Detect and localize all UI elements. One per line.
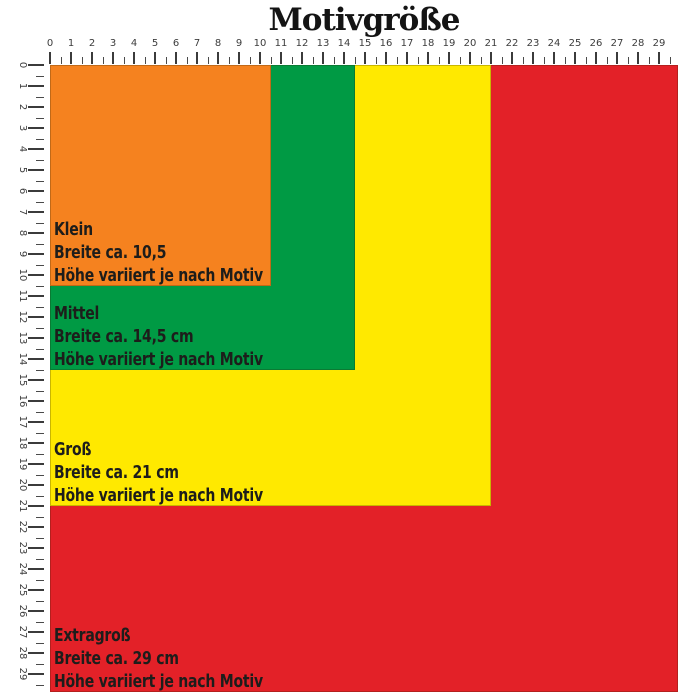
chart-title: Motivgröße (268, 2, 460, 38)
size-height-note: Höhe variiert je nach Motiv (54, 349, 263, 370)
left-ruler-number: 6 (17, 187, 28, 195)
top-ruler-tick (364, 52, 366, 64)
left-ruler-tick (28, 610, 44, 612)
top-ruler-tick (490, 52, 492, 64)
top-ruler-number: 11 (274, 38, 288, 49)
size-label-mittel (54, 302, 263, 371)
size-name: Klein (54, 219, 93, 240)
left-ruler-number: 23 (17, 541, 28, 555)
top-ruler-tick (175, 52, 177, 64)
left-ruler-minor-tick (36, 538, 44, 539)
top-ruler-number: 17 (400, 38, 414, 49)
top-ruler-number: 0 (46, 38, 54, 49)
top-ruler-tick (238, 52, 240, 64)
left-ruler-minor-tick (36, 97, 44, 98)
top-ruler-minor-tick (313, 57, 314, 64)
left-ruler-minor-tick (36, 517, 44, 518)
size-name: Mittel (54, 303, 100, 324)
top-ruler-tick (574, 52, 576, 64)
top-ruler-number: 8 (214, 38, 222, 49)
top-ruler-number: 20 (463, 38, 477, 49)
top-ruler-number: 1 (67, 38, 75, 49)
top-ruler-minor-tick (649, 57, 650, 64)
left-ruler-tick (28, 274, 44, 276)
left-ruler-tick (28, 400, 44, 402)
left-ruler-minor-tick (36, 475, 44, 476)
left-ruler-number: 12 (17, 310, 28, 324)
top-ruler-number: 3 (109, 38, 117, 49)
left-ruler-tick (28, 652, 44, 654)
top-ruler-number: 7 (193, 38, 201, 49)
left-ruler-minor-tick (36, 643, 44, 644)
left-ruler-number: 15 (17, 373, 28, 387)
top-ruler-minor-tick (124, 57, 125, 64)
top-ruler-tick (280, 52, 282, 64)
top-ruler-tick (49, 52, 51, 64)
top-ruler-tick (448, 52, 450, 64)
top-ruler-number: 26 (589, 38, 603, 49)
top-ruler-tick (406, 52, 408, 64)
left-ruler-tick (28, 211, 44, 213)
left-ruler-tick (28, 547, 44, 549)
top-ruler-tick (385, 52, 387, 64)
left-ruler-minor-tick (36, 559, 44, 560)
left-ruler-minor-tick (36, 118, 44, 119)
top-ruler-tick (511, 52, 513, 64)
top-ruler-minor-tick (355, 57, 356, 64)
left-ruler-number: 8 (17, 229, 28, 237)
left-ruler-minor-tick (36, 328, 44, 329)
left-ruler-tick (28, 253, 44, 255)
left-ruler-number: 11 (17, 289, 28, 303)
top-ruler-minor-tick (607, 57, 608, 64)
left-ruler-number: 17 (17, 415, 28, 429)
top-ruler-minor-tick (460, 57, 461, 64)
top-ruler-number: 27 (610, 38, 624, 49)
top-ruler-number: 22 (505, 38, 519, 49)
left-ruler-minor-tick (36, 244, 44, 245)
top-ruler-number: 16 (379, 38, 393, 49)
top-ruler-minor-tick (292, 57, 293, 64)
left-ruler-tick (28, 568, 44, 570)
left-ruler-tick (28, 421, 44, 423)
top-ruler-number: 12 (295, 38, 309, 49)
left-ruler-number: 22 (17, 520, 28, 534)
left-ruler-tick (28, 337, 44, 339)
top-ruler-tick (469, 52, 471, 64)
top-ruler-minor-tick (565, 57, 566, 64)
left-ruler-tick (28, 484, 44, 486)
left-ruler-tick (28, 169, 44, 171)
top-ruler-tick (427, 52, 429, 64)
size-name: Extragroß (54, 625, 131, 646)
top-ruler-minor-tick (334, 57, 335, 64)
left-ruler-minor-tick (36, 580, 44, 581)
top-ruler-tick (70, 52, 72, 64)
left-ruler-number: 26 (17, 604, 28, 618)
left-ruler-tick (28, 316, 44, 318)
top-ruler-tick (322, 52, 324, 64)
top-ruler-minor-tick (145, 57, 146, 64)
top-ruler-tick (217, 52, 219, 64)
left-ruler-tick (28, 85, 44, 87)
top-ruler-minor-tick (523, 57, 524, 64)
left-ruler-minor-tick (36, 76, 44, 77)
size-height-note: Höhe variiert je nach Motiv (54, 485, 263, 506)
top-ruler-minor-tick (61, 57, 62, 64)
top-ruler-minor-tick (481, 57, 482, 64)
top-ruler-tick (658, 52, 660, 64)
top-ruler-minor-tick (271, 57, 272, 64)
left-ruler-minor-tick (36, 286, 44, 287)
left-ruler-tick (28, 190, 44, 192)
left-ruler-minor-tick (36, 223, 44, 224)
top-ruler-minor-tick (628, 57, 629, 64)
top-ruler-number: 6 (172, 38, 180, 49)
top-ruler-number: 4 (130, 38, 138, 49)
top-ruler-number: 21 (484, 38, 498, 49)
size-label-extragross (54, 624, 263, 693)
left-ruler-minor-tick (36, 601, 44, 602)
top-ruler-tick (91, 52, 93, 64)
top-ruler-minor-tick (544, 57, 545, 64)
top-ruler-tick (133, 52, 135, 64)
top-ruler-number: 23 (526, 38, 540, 49)
top-ruler-tick (154, 52, 156, 64)
left-ruler-minor-tick (36, 454, 44, 455)
size-label-gross (54, 438, 263, 507)
left-ruler-number: 25 (17, 583, 28, 597)
top-ruler-tick (112, 52, 114, 64)
left-ruler-number: 29 (17, 667, 28, 681)
left-ruler-tick (28, 148, 44, 150)
top-ruler-tick (343, 52, 345, 64)
top-ruler-minor-tick (250, 57, 251, 64)
top-ruler-number: 19 (442, 38, 456, 49)
top-ruler-minor-tick (166, 57, 167, 64)
top-ruler-minor-tick (418, 57, 419, 64)
size-width: Breite ca. 10,5 (54, 242, 167, 263)
size-label-klein (54, 218, 263, 287)
top-ruler-minor-tick (586, 57, 587, 64)
top-ruler-tick (616, 52, 618, 64)
left-ruler-minor-tick (36, 370, 44, 371)
left-ruler-number: 5 (17, 166, 28, 174)
left-ruler-number: 24 (17, 562, 28, 576)
top-ruler-number: 5 (151, 38, 159, 49)
top-ruler-number: 29 (652, 38, 666, 49)
top-ruler-tick (595, 52, 597, 64)
top-ruler-minor-tick (82, 57, 83, 64)
left-ruler-tick (28, 127, 44, 129)
left-ruler-minor-tick (36, 160, 44, 161)
left-ruler-minor-tick (36, 496, 44, 497)
size-width: Breite ca. 21 cm (54, 462, 179, 483)
left-ruler-minor-tick (36, 181, 44, 182)
left-ruler-minor-tick (36, 412, 44, 413)
size-name: Groß (54, 439, 92, 460)
size-height-note: Höhe variiert je nach Motiv (54, 671, 263, 692)
top-ruler-minor-tick (187, 57, 188, 64)
left-ruler-minor-tick (36, 685, 44, 686)
top-ruler-tick (553, 52, 555, 64)
top-ruler-number: 28 (631, 38, 645, 49)
top-ruler-number: 10 (253, 38, 267, 49)
top-ruler-minor-tick (670, 57, 671, 64)
left-ruler-minor-tick (36, 139, 44, 140)
left-ruler-tick (28, 64, 44, 66)
left-ruler-tick (28, 589, 44, 591)
top-ruler-minor-tick (397, 57, 398, 64)
left-ruler-tick (28, 106, 44, 108)
top-ruler-number: 14 (337, 38, 351, 49)
left-ruler-tick (28, 295, 44, 297)
left-ruler-number: 3 (17, 124, 28, 132)
top-ruler-minor-tick (502, 57, 503, 64)
top-ruler-number: 15 (358, 38, 372, 49)
left-ruler-tick (28, 673, 44, 675)
left-ruler-number: 28 (17, 646, 28, 660)
left-ruler-number: 13 (17, 331, 28, 345)
top-ruler-minor-tick (439, 57, 440, 64)
left-ruler-minor-tick (36, 391, 44, 392)
left-ruler-tick (28, 379, 44, 381)
top-ruler-minor-tick (208, 57, 209, 64)
left-ruler-number: 9 (17, 250, 28, 258)
top-ruler-tick (532, 52, 534, 64)
top-ruler-number: 9 (235, 38, 243, 49)
left-ruler-number: 2 (17, 103, 28, 111)
top-ruler-number: 2 (88, 38, 96, 49)
left-ruler-minor-tick (36, 265, 44, 266)
left-ruler-number: 18 (17, 436, 28, 450)
left-ruler-tick (28, 463, 44, 465)
left-ruler-number: 7 (17, 208, 28, 216)
top-ruler-minor-tick (103, 57, 104, 64)
left-ruler-number: 0 (17, 61, 28, 69)
top-ruler-number: 13 (316, 38, 330, 49)
left-ruler-minor-tick (36, 664, 44, 665)
left-ruler-minor-tick (36, 202, 44, 203)
top-ruler-number: 24 (547, 38, 561, 49)
left-ruler-number: 21 (17, 499, 28, 513)
left-ruler-tick (28, 358, 44, 360)
left-ruler-minor-tick (36, 307, 44, 308)
left-ruler-tick (28, 526, 44, 528)
left-ruler-number: 27 (17, 625, 28, 639)
top-ruler-number: 18 (421, 38, 435, 49)
left-ruler-number: 14 (17, 352, 28, 366)
left-ruler-tick (28, 442, 44, 444)
left-ruler-tick (28, 505, 44, 507)
top-ruler-tick (637, 52, 639, 64)
left-ruler-minor-tick (36, 349, 44, 350)
left-ruler-number: 10 (17, 268, 28, 282)
size-height-note: Höhe variiert je nach Motiv (54, 265, 263, 286)
left-ruler-number: 4 (17, 145, 28, 153)
left-ruler-number: 16 (17, 394, 28, 408)
top-ruler-tick (301, 52, 303, 64)
left-ruler-tick (28, 232, 44, 234)
left-ruler-number: 19 (17, 457, 28, 471)
size-width: Breite ca. 14,5 cm (54, 326, 194, 347)
left-ruler-tick (28, 631, 44, 633)
top-ruler-tick (259, 52, 261, 64)
left-ruler-minor-tick (36, 433, 44, 434)
top-ruler-tick (196, 52, 198, 64)
left-ruler-minor-tick (36, 622, 44, 623)
left-ruler-number: 20 (17, 478, 28, 492)
left-ruler-number: 1 (17, 82, 28, 90)
top-ruler-number: 25 (568, 38, 582, 49)
top-ruler-minor-tick (376, 57, 377, 64)
top-ruler-minor-tick (229, 57, 230, 64)
size-width: Breite ca. 29 cm (54, 648, 179, 669)
